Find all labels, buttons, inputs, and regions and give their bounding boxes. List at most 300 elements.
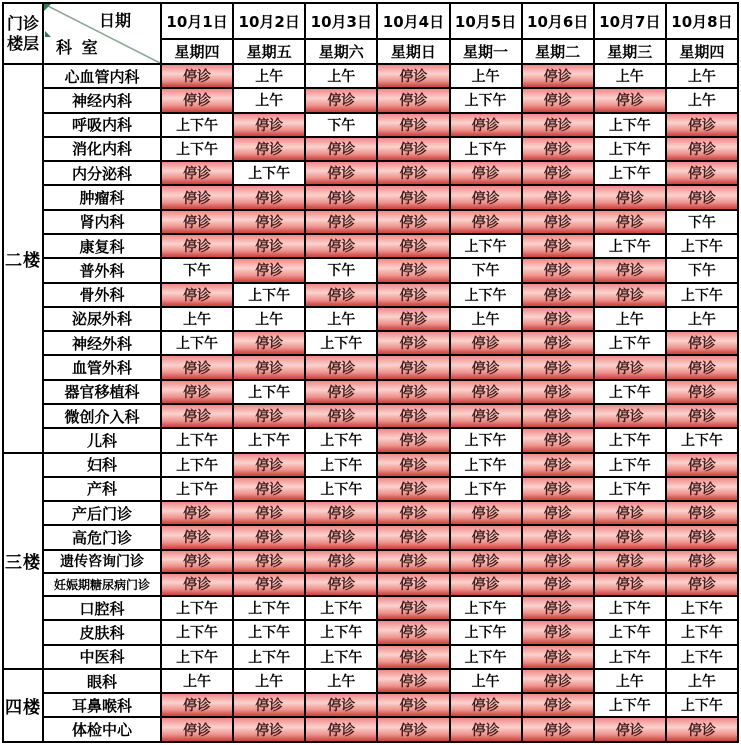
schedule-cell: 停诊 <box>233 550 305 573</box>
schedule-cell: 停诊 <box>522 453 594 477</box>
schedule-cell: 停诊 <box>233 477 305 501</box>
schedule-cell: 停诊 <box>161 404 233 428</box>
department-name: 耳鼻喉科 <box>43 693 161 717</box>
schedule-cell: 上下午 <box>305 596 377 620</box>
green-mid-marker-icon <box>45 31 51 37</box>
date-header: 10月8日 <box>666 3 738 39</box>
department-name: 器官移植科 <box>43 380 161 404</box>
schedule-cell: 上下午 <box>594 620 666 644</box>
schedule-cell: 停诊 <box>594 717 666 742</box>
schedule-cell: 停诊 <box>233 210 305 234</box>
schedule-cell: 上下午 <box>450 453 522 477</box>
schedule-cell: 停诊 <box>377 161 449 185</box>
schedule-cell: 停诊 <box>305 693 377 717</box>
weekday-header: 星期一 <box>450 39 522 64</box>
department-name: 内分泌科 <box>43 161 161 185</box>
schedule-cell: 停诊 <box>161 355 233 379</box>
schedule-row <box>3 64 738 88</box>
schedule-cell: 停诊 <box>305 234 377 258</box>
schedule-cell: 上下午 <box>161 596 233 620</box>
schedule-row <box>3 137 738 161</box>
schedule-cell: 停诊 <box>305 161 377 185</box>
schedule-cell: 停诊 <box>666 477 738 501</box>
schedule-cell: 停诊 <box>522 185 594 209</box>
schedule-cell: 停诊 <box>450 355 522 379</box>
schedule-cell: 上下午 <box>305 645 377 669</box>
schedule-cell: 停诊 <box>233 453 305 477</box>
schedule-cell: 停诊 <box>522 331 594 355</box>
schedule-row <box>3 331 738 355</box>
department-name: 神经外科 <box>43 331 161 355</box>
schedule-cell: 停诊 <box>377 258 449 282</box>
schedule-cell: 停诊 <box>377 453 449 477</box>
department-name: 口腔科 <box>43 596 161 620</box>
schedule-cell: 停诊 <box>522 525 594 549</box>
schedule-cell: 上下午 <box>594 693 666 717</box>
schedule-cell: 停诊 <box>233 525 305 549</box>
schedule-cell: 停诊 <box>305 283 377 307</box>
schedule-cell: 停诊 <box>522 113 594 137</box>
schedule-cell: 上下午 <box>450 88 522 112</box>
schedule-cell: 上午 <box>233 669 305 693</box>
schedule-row <box>3 113 738 137</box>
schedule-cell: 停诊 <box>233 234 305 258</box>
department-name: 产后门诊 <box>43 501 161 525</box>
schedule-cell: 上下午 <box>161 620 233 644</box>
schedule-cell: 上午 <box>666 88 738 112</box>
schedule-cell: 停诊 <box>666 331 738 355</box>
schedule-cell: 停诊 <box>161 283 233 307</box>
schedule-row <box>3 258 738 282</box>
schedule-cell: 停诊 <box>305 88 377 112</box>
schedule-cell: 停诊 <box>161 210 233 234</box>
schedule-cell: 停诊 <box>377 477 449 501</box>
schedule-cell: 停诊 <box>377 573 449 596</box>
schedule-row <box>3 185 738 209</box>
schedule-cell: 上下午 <box>594 645 666 669</box>
weekday-header: 星期四 <box>666 39 738 64</box>
department-name: 消化内科 <box>43 137 161 161</box>
department-name: 神经内科 <box>43 88 161 112</box>
schedule-cell: 停诊 <box>450 717 522 742</box>
schedule-cell: 上午 <box>666 64 738 88</box>
schedule-cell: 停诊 <box>233 501 305 525</box>
schedule-cell: 上午 <box>233 307 305 331</box>
schedule-cell: 上下午 <box>450 428 522 452</box>
outpatient-schedule-table <box>2 2 739 743</box>
schedule-cell: 上下午 <box>594 137 666 161</box>
date-header: 10月5日 <box>450 3 522 39</box>
schedule-row <box>3 88 738 112</box>
schedule-cell: 停诊 <box>305 137 377 161</box>
schedule-cell: 上午 <box>666 307 738 331</box>
schedule-cell: 停诊 <box>666 525 738 549</box>
schedule-row <box>3 525 738 549</box>
schedule-cell: 停诊 <box>450 404 522 428</box>
schedule-cell: 停诊 <box>522 620 594 644</box>
schedule-cell: 上下午 <box>233 161 305 185</box>
schedule-row <box>3 404 738 428</box>
schedule-cell: 停诊 <box>161 88 233 112</box>
schedule-cell: 停诊 <box>377 185 449 209</box>
schedule-row <box>3 428 738 452</box>
date-header: 10月7日 <box>594 3 666 39</box>
schedule-cell: 停诊 <box>377 355 449 379</box>
schedule-cell: 上下午 <box>233 596 305 620</box>
schedule-cell: 停诊 <box>522 717 594 742</box>
department-name: 骨外科 <box>43 283 161 307</box>
schedule-cell: 停诊 <box>161 717 233 742</box>
schedule-cell: 停诊 <box>450 331 522 355</box>
schedule-cell: 上下午 <box>233 428 305 452</box>
schedule-cell: 上下午 <box>594 161 666 185</box>
department-name: 体检中心 <box>43 717 161 742</box>
department-name: 血管外科 <box>43 355 161 379</box>
schedule-cell: 上下午 <box>305 331 377 355</box>
schedule-cell: 上午 <box>305 64 377 88</box>
department-name: 遗传咨询门诊 <box>43 550 161 573</box>
schedule-cell: 上下午 <box>666 428 738 452</box>
schedule-cell: 停诊 <box>522 573 594 596</box>
floor-axis-line2: 楼层 <box>6 33 39 53</box>
floor-label: 三楼 <box>3 453 43 669</box>
schedule-cell: 停诊 <box>522 380 594 404</box>
department-name: 微创介入科 <box>43 404 161 428</box>
date-header: 10月6日 <box>522 3 594 39</box>
department-name: 产科 <box>43 477 161 501</box>
schedule-cell: 停诊 <box>233 185 305 209</box>
date-axis-label: 日期 <box>98 11 131 30</box>
department-name: 妇科 <box>43 453 161 477</box>
schedule-row <box>3 596 738 620</box>
schedule-cell: 上下午 <box>161 428 233 452</box>
schedule-cell: 停诊 <box>666 113 738 137</box>
weekday-header: 星期六 <box>305 39 377 64</box>
department-name: 普外科 <box>43 258 161 282</box>
schedule-cell: 停诊 <box>377 620 449 644</box>
floor-label: 四楼 <box>3 669 43 742</box>
schedule-cell: 停诊 <box>450 693 522 717</box>
schedule-cell: 停诊 <box>377 380 449 404</box>
schedule-cell: 上午 <box>666 669 738 693</box>
schedule-cell: 上下午 <box>666 620 738 644</box>
schedule-row <box>3 620 738 644</box>
schedule-cell: 上下午 <box>666 596 738 620</box>
schedule-cell: 上下午 <box>450 477 522 501</box>
schedule-cell: 上午 <box>233 88 305 112</box>
schedule-cell: 上午 <box>594 307 666 331</box>
schedule-cell: 上午 <box>233 64 305 88</box>
schedule-cell: 停诊 <box>161 64 233 88</box>
schedule-cell: 上午 <box>594 669 666 693</box>
schedule-cell: 停诊 <box>594 258 666 282</box>
schedule-cell: 停诊 <box>594 185 666 209</box>
schedule-cell: 停诊 <box>522 693 594 717</box>
schedule-cell: 上下午 <box>594 596 666 620</box>
schedule-cell: 上下午 <box>233 380 305 404</box>
floor-axis-header <box>3 3 43 64</box>
schedule-cell: 上下午 <box>305 477 377 501</box>
schedule-row <box>3 453 738 477</box>
weekday-header: 星期三 <box>594 39 666 64</box>
schedule-cell: 上下午 <box>450 137 522 161</box>
schedule-cell: 上下午 <box>161 331 233 355</box>
schedule-cell: 停诊 <box>233 404 305 428</box>
department-name: 肾内科 <box>43 210 161 234</box>
schedule-cell: 停诊 <box>666 185 738 209</box>
schedule-cell: 下午 <box>450 258 522 282</box>
schedule-cell: 停诊 <box>377 331 449 355</box>
date-department-diagonal-header <box>43 3 161 64</box>
schedule-cell: 停诊 <box>522 64 594 88</box>
schedule-cell: 停诊 <box>666 453 738 477</box>
schedule-row <box>3 234 738 258</box>
schedule-cell: 上下午 <box>305 620 377 644</box>
schedule-cell: 停诊 <box>377 64 449 88</box>
schedule-cell: 上下午 <box>666 283 738 307</box>
schedule-cell: 停诊 <box>233 693 305 717</box>
schedule-cell: 上下午 <box>450 596 522 620</box>
schedule-cell: 上午 <box>161 307 233 331</box>
schedule-cell: 上午 <box>594 64 666 88</box>
schedule-cell: 停诊 <box>522 596 594 620</box>
schedule-cell: 停诊 <box>450 380 522 404</box>
schedule-cell: 上下午 <box>450 620 522 644</box>
schedule-cell: 停诊 <box>377 113 449 137</box>
schedule-cell: 上午 <box>450 669 522 693</box>
weekday-header: 星期五 <box>233 39 305 64</box>
schedule-cell: 停诊 <box>450 573 522 596</box>
schedule-row <box>3 477 738 501</box>
schedule-cell: 停诊 <box>377 234 449 258</box>
schedule-cell: 停诊 <box>377 283 449 307</box>
schedule-row <box>3 645 738 669</box>
schedule-cell: 停诊 <box>450 550 522 573</box>
schedule-cell: 停诊 <box>305 185 377 209</box>
schedule-cell: 上下午 <box>161 477 233 501</box>
schedule-cell: 停诊 <box>233 717 305 742</box>
schedule-cell: 停诊 <box>161 161 233 185</box>
schedule-cell: 上午 <box>450 307 522 331</box>
schedule-cell: 停诊 <box>450 185 522 209</box>
schedule-cell: 上下午 <box>161 113 233 137</box>
schedule-row <box>3 380 738 404</box>
schedule-cell: 下午 <box>305 258 377 282</box>
schedule-cell: 停诊 <box>305 717 377 742</box>
schedule-row <box>3 693 738 717</box>
schedule-cell: 停诊 <box>233 258 305 282</box>
schedule-cell: 停诊 <box>377 693 449 717</box>
schedule-cell: 停诊 <box>450 113 522 137</box>
schedule-cell: 上下午 <box>233 645 305 669</box>
green-corner-marker-icon <box>44 4 51 11</box>
schedule-cell: 停诊 <box>594 283 666 307</box>
schedule-cell: 停诊 <box>522 550 594 573</box>
schedule-cell: 停诊 <box>305 380 377 404</box>
schedule-row <box>3 283 738 307</box>
schedule-cell: 停诊 <box>522 355 594 379</box>
schedule-cell: 停诊 <box>377 88 449 112</box>
schedule-row <box>3 573 738 596</box>
schedule-cell: 停诊 <box>522 137 594 161</box>
schedule-row <box>3 355 738 379</box>
schedule-cell: 停诊 <box>594 210 666 234</box>
schedule-cell: 停诊 <box>666 717 738 742</box>
schedule-cell: 上下午 <box>305 453 377 477</box>
schedule-cell: 停诊 <box>377 596 449 620</box>
schedule-cell: 停诊 <box>666 380 738 404</box>
schedule-cell: 停诊 <box>377 307 449 331</box>
schedule-cell: 停诊 <box>377 550 449 573</box>
schedule-cell: 停诊 <box>377 501 449 525</box>
schedule-cell: 停诊 <box>233 331 305 355</box>
schedule-row <box>3 550 738 573</box>
schedule-cell: 上午 <box>305 307 377 331</box>
schedule-cell: 停诊 <box>594 88 666 112</box>
schedule-cell: 上下午 <box>666 645 738 669</box>
schedule-cell: 上下午 <box>233 620 305 644</box>
schedule-cell: 上午 <box>161 669 233 693</box>
schedule-cell: 上下午 <box>161 137 233 161</box>
schedule-cell: 停诊 <box>522 501 594 525</box>
schedule-cell: 上下午 <box>305 428 377 452</box>
schedule-cell: 停诊 <box>594 550 666 573</box>
schedule-cell: 停诊 <box>522 669 594 693</box>
schedule-cell: 停诊 <box>377 404 449 428</box>
schedule-cell: 停诊 <box>450 210 522 234</box>
schedule-cell: 下午 <box>666 210 738 234</box>
schedule-cell: 停诊 <box>666 573 738 596</box>
schedule-cell: 停诊 <box>522 404 594 428</box>
schedule-cell: 下午 <box>666 258 738 282</box>
department-name: 呼吸内科 <box>43 113 161 137</box>
floor-label: 二楼 <box>3 64 43 453</box>
schedule-row <box>3 161 738 185</box>
schedule-cell: 停诊 <box>161 501 233 525</box>
schedule-cell: 上下午 <box>666 234 738 258</box>
schedule-cell: 停诊 <box>161 573 233 596</box>
schedule-cell: 停诊 <box>666 501 738 525</box>
schedule-cell: 停诊 <box>305 355 377 379</box>
schedule-cell: 停诊 <box>377 717 449 742</box>
schedule-cell: 停诊 <box>161 525 233 549</box>
schedule-cell: 上下午 <box>450 645 522 669</box>
schedule-cell: 停诊 <box>450 525 522 549</box>
schedule-cell: 上下午 <box>594 453 666 477</box>
schedule-cell: 停诊 <box>666 137 738 161</box>
department-name: 中医科 <box>43 645 161 669</box>
schedule-cell: 停诊 <box>594 404 666 428</box>
schedule-cell: 停诊 <box>450 501 522 525</box>
department-axis-label: 科 室 <box>56 38 100 57</box>
schedule-cell: 停诊 <box>161 380 233 404</box>
schedule-cell: 停诊 <box>233 137 305 161</box>
schedule-cell: 停诊 <box>305 550 377 573</box>
department-name: 肿瘤科 <box>43 185 161 209</box>
date-header: 10月4日 <box>377 3 449 39</box>
weekday-header: 星期四 <box>161 39 233 64</box>
schedule-cell: 停诊 <box>522 161 594 185</box>
schedule-cell: 停诊 <box>666 404 738 428</box>
floor-axis-line1: 门诊 <box>6 13 39 33</box>
schedule-cell: 停诊 <box>666 355 738 379</box>
schedule-cell: 停诊 <box>666 161 738 185</box>
department-name: 儿科 <box>43 428 161 452</box>
weekday-header: 星期二 <box>522 39 594 64</box>
schedule-cell: 停诊 <box>522 307 594 331</box>
schedule-cell: 上下午 <box>450 283 522 307</box>
schedule-cell: 停诊 <box>233 355 305 379</box>
schedule-cell: 上下午 <box>233 283 305 307</box>
schedule-cell: 停诊 <box>594 355 666 379</box>
schedule-cell: 上下午 <box>666 693 738 717</box>
schedule-cell: 停诊 <box>161 185 233 209</box>
schedule-cell: 停诊 <box>305 573 377 596</box>
schedule-cell: 上下午 <box>161 453 233 477</box>
schedule-cell: 停诊 <box>594 501 666 525</box>
schedule-cell: 停诊 <box>305 210 377 234</box>
schedule-cell: 停诊 <box>377 669 449 693</box>
schedule-cell: 停诊 <box>522 210 594 234</box>
department-name: 皮肤科 <box>43 620 161 644</box>
department-name: 妊娠期糖尿病门诊 <box>43 573 161 596</box>
schedule-cell: 上下午 <box>594 477 666 501</box>
schedule-cell: 停诊 <box>377 525 449 549</box>
schedule-cell: 停诊 <box>450 161 522 185</box>
schedule-row <box>3 210 738 234</box>
date-header: 10月2日 <box>233 3 305 39</box>
schedule-cell: 上下午 <box>161 645 233 669</box>
schedule-cell: 上下午 <box>450 234 522 258</box>
schedule-cell: 上午 <box>450 64 522 88</box>
schedule-cell: 停诊 <box>522 477 594 501</box>
schedule-row <box>3 307 738 331</box>
schedule-cell: 上下午 <box>594 331 666 355</box>
schedule-row <box>3 669 738 693</box>
schedule-cell: 停诊 <box>161 234 233 258</box>
schedule-cell: 停诊 <box>522 258 594 282</box>
schedule-cell: 停诊 <box>377 137 449 161</box>
schedule-cell: 停诊 <box>377 428 449 452</box>
schedule-row <box>3 501 738 525</box>
schedule-cell: 停诊 <box>377 645 449 669</box>
schedule-cell: 下午 <box>161 258 233 282</box>
date-header: 10月1日 <box>161 3 233 39</box>
schedule-cell: 停诊 <box>522 283 594 307</box>
schedule-cell: 停诊 <box>305 501 377 525</box>
schedule-cell: 上下午 <box>594 234 666 258</box>
schedule-cell: 停诊 <box>233 113 305 137</box>
schedule-cell: 停诊 <box>522 88 594 112</box>
schedule-cell: 停诊 <box>377 210 449 234</box>
schedule-cell: 停诊 <box>305 525 377 549</box>
schedule-cell: 停诊 <box>233 573 305 596</box>
schedule-cell: 停诊 <box>522 645 594 669</box>
schedule-cell: 停诊 <box>594 525 666 549</box>
schedule-cell: 上下午 <box>594 428 666 452</box>
department-name: 泌尿外科 <box>43 307 161 331</box>
schedule-cell: 上午 <box>305 669 377 693</box>
schedule-cell: 下午 <box>305 113 377 137</box>
weekday-header: 星期日 <box>377 39 449 64</box>
schedule-cell: 停诊 <box>594 573 666 596</box>
schedule-cell: 停诊 <box>522 234 594 258</box>
schedule-cell: 停诊 <box>161 693 233 717</box>
department-name: 高危门诊 <box>43 525 161 549</box>
schedule-cell: 停诊 <box>666 550 738 573</box>
schedule-cell: 上下午 <box>594 380 666 404</box>
schedule-cell: 停诊 <box>305 404 377 428</box>
